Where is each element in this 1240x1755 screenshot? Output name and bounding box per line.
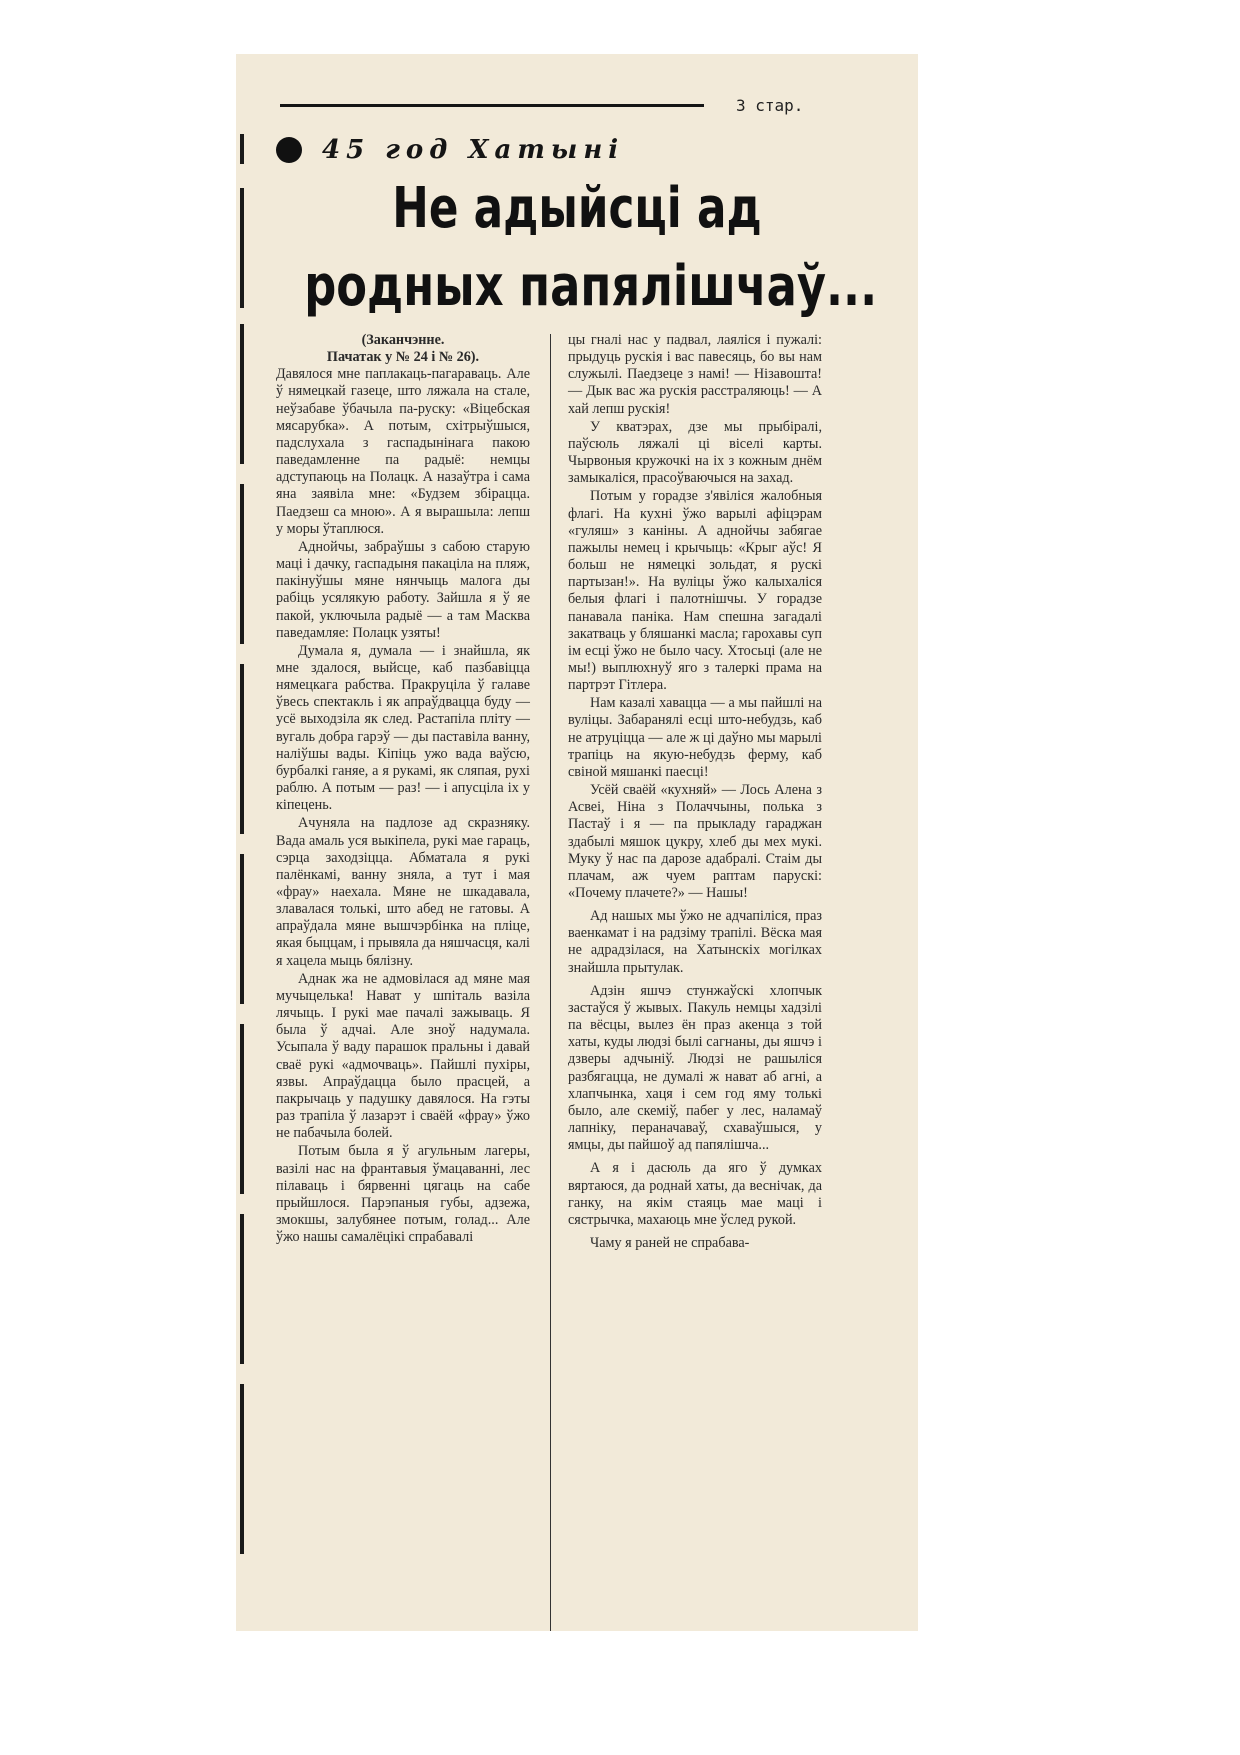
article-paragraph: Аднак жа не адмовілася ад мяне мая мучыцелька! Нават у шпіталь вазіла лячыць. І рукі мае пачалі зажываць. Я была ў адчаі. Але зноў надумала. Усыпала ў ваду парашок пральны і давай сваё рукі «адмочваць». Пайшлі пухіры, язвы. Апраўдацца было прасцей, а пакрычаць у падушку давялося. На гэты раз трапіла ў лазарэт і сваёй «фрау» ўжо не пабачыла болей. [276,970,530,1142]
article-paragraph: Потым у горадзе з'явіліся жалобныя флагі. На кухні ўжо варылі афіцэрам «гуляш» з каніны. А аднойчы забягае пажылы немец і крычыць: «Крыг аўс! Я больш не нямецкі зольдат, я рускі партызан!». На вуліцы ўжо калыхаліся белыя флагі і палотнішчы. У горадзе панавала паніка. Нам спешна загадалі закатваць у бляшанкі масла; гарохавы суп ім есці ўжо не было часу. Хтосьці (але не мы!) выплюхнуў яго з талеркі прама на партрэт Гітлера. [568,488,822,694]
intro-line-2: Пачатак у № 24 і № 26). [326,349,480,366]
article-paragraph: Давялося мне паплакаць-пагараваць. Але ў нямецкай газеце, што ляжала на стале, неўзабаве ўбачыла па-руску: «Віцебская мясарубка». А потым, схітрыўшыся, падслухала з гаспадынінага пакою паведамленне па радыё: немцы адступаюць на Полацк. А назаўтра і сама яна заявіла мне: «Будзем збірацца. Паедзеш са мною». А я вырашыла: лепш у моры ўтаплюся. [276,366,530,537]
rubric-title: 45 год Хатыні [322,135,625,165]
article-paragraph: цы гналі нас у падвал, лаяліся і пужалі: прыдуць рускія і вас павесяць, бо вы нам служылі. Паедзеце з намі! — Нізавошта! — Дык вас жа рускія расстраляюць! — А хай лепш рускія! [568,332,822,417]
newspaper-clipping [236,54,918,1631]
article-paragraph: Ачуняла на падлозе ад скразняку. Вада амаль уся выкіпела, рукі мае гараць, сэрца заходзіцца. Абматала я рукі палёнкамі, ванну зняла, а тут і мая «фрау» наехала. Мяне не шкадавала, злавалася толькі, што абед не гатовы. А апраўдала мяне вышчэрбінка на пліце, якая быццам, і прывяла да няшчасця, калі я хацела мыць бялізну. [276,815,530,969]
column-divider [550,334,551,1631]
article-paragraph: Усёй сваёй «кухняй» — Лось Алена з Асвеі, Ніна з Полаччыны, полька з Пастаў і я — па прыкладу гараджан здабылі мяшок цукру, хлеб ды мех мукі. Муку ў нас па дарозе адабралі. Стаім ды плачам, аж чуем раптам парускі: «Почему плачете?» — Нашы! [568,782,822,901]
header-rule [280,104,704,107]
rubric [276,130,624,170]
headline-line-2: родных папялішчаў... [304,254,878,319]
article-paragraph: Адзін яшчэ стунжаўскі хлопчык застаўся ў жывых. Пакуль немцы хадзілі па вёсцы, вылез ён праз акенца з той хаты, куды людзі былі сагнаны, ды яшчэ і дзверы адчыніў. Людзі не рашыліся разбягацца, не думалі ж нават аб агні, а хлапчынка, хаця і сем год яму толькі было, але скеміў, пабег у лес, наламаў лапніку, пераначаваў, схаваўшыся, у ямцы, ды пайшоў ад папялішча... [568,982,822,1154]
article-column-left [276,332,530,1247]
headline-line-1: Не адыйсці ад [392,176,762,241]
article-paragraph: Аднойчы, забраўшы з сабою старую маці і дачку, гаспадыня пакаціла на пляж, пакінуўшы мяне нянчыць малога ды рабіць усялякую работу. Зайшла я ў яе пакой, уключыла радыё — а там Масква паведамляе: Полацк узяты! [276,538,530,641]
article-paragraph: А я і дасюль да яго ў думках вяртаюся, да роднай хаты, да веснічак, да ганку, на якім стаяць мае маці і сястрычка, махаюць мне ўслед рукой. [568,1160,822,1228]
article-paragraph: Потым была я ў агульным лагеры, вазілі нас на франтавыя ўмацаванні, лес пілаваць і бярвенні цягаць на сабе прыйшлося. Парэпаныя губы, адзежа, змокшы, залубянее потым, голад... Але ўжо нашы самалёцікі спрабавалі [276,1143,530,1246]
article-paragraph: Ад нашых мы ўжо не адчапіліся, праз ваенкамат і на радзіму трапілі. Вёска мая не адрадзілася, на Хатынскіх могілках знайшла прытулак. [568,908,822,976]
bullet-icon [276,137,302,163]
article-paragraph: Чаму я раней не спрабава- [590,1234,750,1251]
article-paragraph: Нам казалі хавацца — а мы пайшлі на вуліцы. Забаранялі есці што-небудзь, каб не атруціцца — але ж ці даўно мы марылі трапіць на якую-небудзь ферму, каб свіной мяшанкі паесці! [568,695,822,780]
intro-line-1: (Заканчэнне. [361,332,445,348]
article-paragraph: У кватэрах, дзе мы прыбіралі, паўсюль ляжалі ці віселі карты. Чырвоныя кружочкі на іх з кожным днём замыкаліся, прасоўваючыся на захад. [568,418,822,487]
article-paragraph: Думала я, думала — і знайшла, як мне здалося, выйсце, каб пазбавіцца нямецкага рабства. Пракруціла ў галаве ўвесь спектакль і як апраўдвацца буду — усё выходзіла як след. Растапіла пліту — вугаль добра гарэў — ды паставіла ванну, наліўшы вады. Кіпіць ужо вада ваўсю, бурбалкі ганяе, а я рукамі, як сляпая, рухі раблю. А потым — раз! — і апусціла іх у кіпецень. [276,642,530,814]
article-column-right [568,332,822,1253]
page-number: 3 стар. [736,96,804,115]
